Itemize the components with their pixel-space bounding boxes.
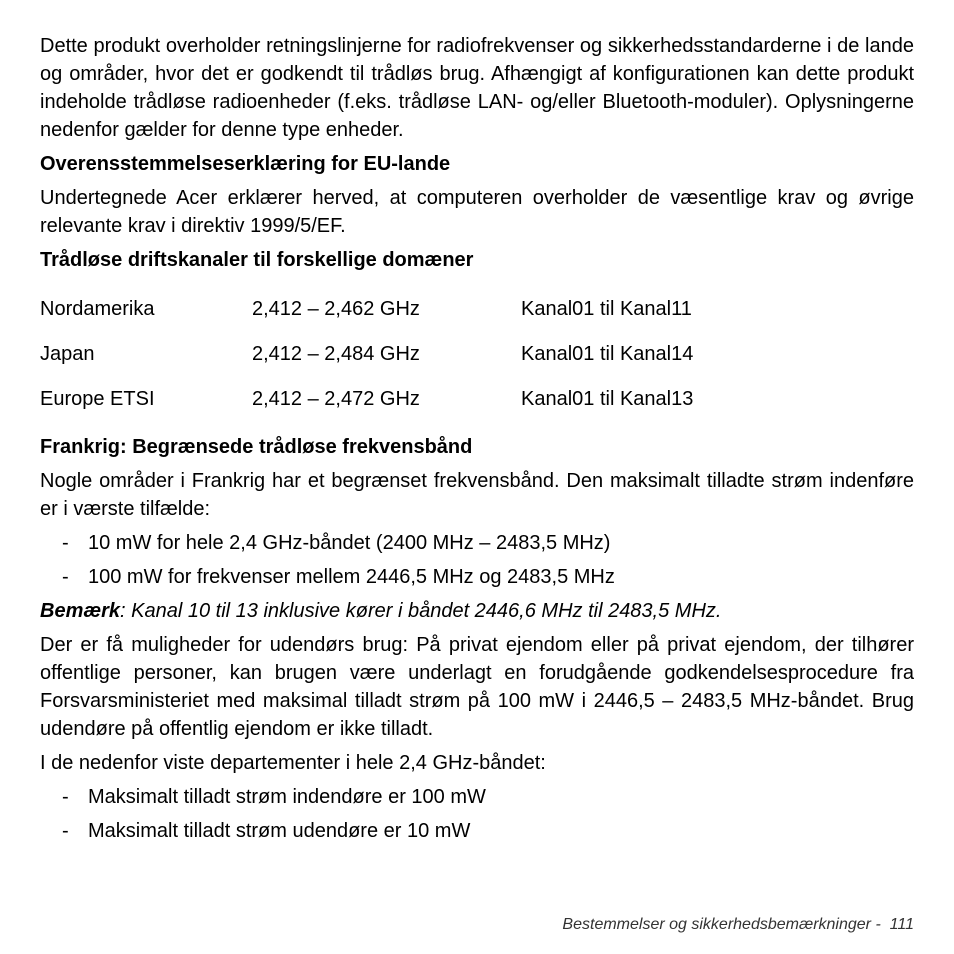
intro-paragraph: Dette produkt overholder retningslinjerne for radiofrekvenser og sikkerhedsstandarderne i de lande og områder, hvor det er godkendt til trådløs brug. Afhængigt af konfigurationen kan dette produkt indeholde trådløse radioenheder (f.eks. trådløse LAN- og/eller Bluetooth-moduler). Oplysningerne nedenfor gælder for denne type enheder. bbox=[40, 35, 914, 141]
table-row bbox=[40, 376, 914, 421]
dash-bullet: - bbox=[62, 820, 69, 842]
footer-section-title: Bestemmelser og sikkerhedsbemærkninger bbox=[562, 916, 871, 933]
page-footer bbox=[562, 916, 914, 934]
channels-heading: Trådløse driftskanaler til forskellige domæner bbox=[40, 249, 474, 271]
dash-bullet: - bbox=[62, 532, 69, 554]
eu-declaration-paragraph: Undertegnede Acer erklærer herved, at computeren overholder de væsentlige krav og øvrige relevante krav i direktiv 1999/5/EF. bbox=[40, 187, 914, 237]
page-number: 111 bbox=[889, 916, 914, 933]
region-cell: Nordamerika bbox=[40, 297, 155, 320]
list-item-text: Maksimalt tilladt strøm indendøre er 100 mW bbox=[88, 786, 486, 808]
note-text: : Kanal 10 til 13 inklusive kører i båndet 2446,6 MHz til 2483,5 MHz. bbox=[120, 600, 722, 622]
list-item bbox=[40, 563, 914, 591]
note-paragraph bbox=[40, 597, 914, 625]
dash-bullet: - bbox=[62, 566, 69, 588]
frequency-cell: 2,412 – 2,484 GHz bbox=[252, 342, 420, 365]
region-cell: Europe ETSI bbox=[40, 387, 155, 410]
region-cell: Japan bbox=[40, 342, 95, 365]
channel-range-cell: Kanal01 til Kanal14 bbox=[521, 342, 694, 365]
france-limits-list bbox=[40, 529, 914, 591]
dash-bullet: - bbox=[62, 786, 69, 808]
france-heading: Frankrig: Begrænsede trådløse frekvensbånd bbox=[40, 436, 473, 458]
list-item bbox=[40, 817, 914, 845]
frequency-cell: 2,412 – 2,472 GHz bbox=[252, 387, 420, 410]
list-item bbox=[40, 783, 914, 811]
departments-paragraph: I de nedenfor viste departementer i hele 2,4 GHz-båndet: bbox=[40, 752, 546, 774]
eu-declaration-heading: Overensstemmelseserklæring for EU-lande bbox=[40, 153, 451, 175]
channel-range-cell: Kanal01 til Kanal11 bbox=[521, 297, 692, 320]
note-label: Bemærk bbox=[40, 600, 121, 622]
list-item-text: 10 mW for hele 2,4 GHz-båndet (2400 MHz – 2483,5 MHz) bbox=[88, 532, 611, 554]
channels-table bbox=[40, 286, 914, 421]
list-item bbox=[40, 529, 914, 557]
list-item-text: Maksimalt tilladt strøm udendøre er 10 mW bbox=[88, 820, 471, 842]
departments-limits-list bbox=[40, 783, 914, 845]
footer-separator: - bbox=[871, 916, 890, 933]
table-row bbox=[40, 286, 914, 331]
outdoor-use-paragraph: Der er få muligheder for udendørs brug: På privat ejendom eller på privat ejendom, der tilhører offentlige personer, kan brugen være underlagt en forudgående godkendelsesprocedure fra Forsvarsministeriet med maksimal tilladt strøm på 100 mW i 2446,5 – 2483,5 MHz-båndet. Brug udendøre på offentlig ejendom er ikke tilladt. bbox=[40, 634, 914, 740]
channel-range-cell: Kanal01 til Kanal13 bbox=[521, 387, 694, 410]
list-item-text: 100 mW for frekvenser mellem 2446,5 MHz og 2483,5 MHz bbox=[88, 566, 615, 588]
frequency-cell: 2,412 – 2,462 GHz bbox=[252, 297, 420, 320]
table-row bbox=[40, 331, 914, 376]
document-page bbox=[40, 32, 914, 851]
france-paragraph: Nogle områder i Frankrig har et begrænset frekvensbånd. Den maksimalt tilladte strøm indenføre er i værste tilfælde: bbox=[40, 470, 914, 520]
